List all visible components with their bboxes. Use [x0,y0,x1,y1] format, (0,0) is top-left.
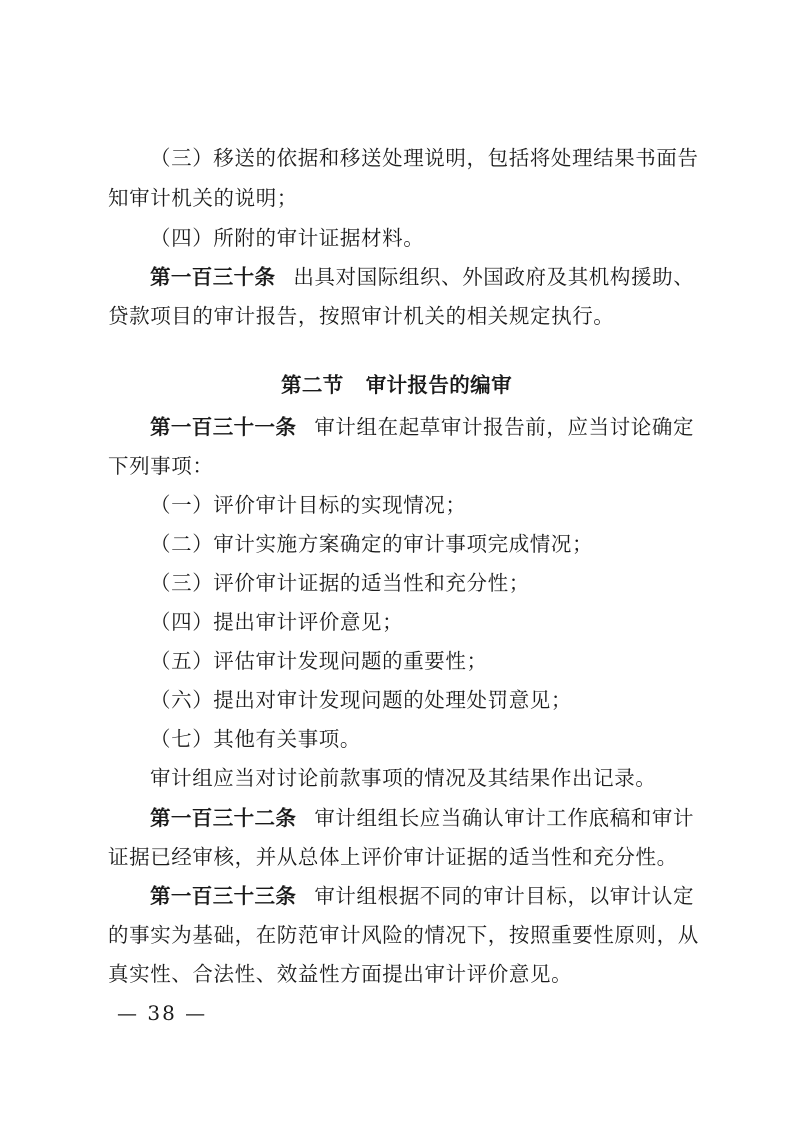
article-133-line2: 的事实为基础，在防范审计风险的情况下，按照重要性原则，从 [108,923,699,947]
list-item: （六）提出对审计发现问题的处理处罚意见； [150,688,572,712]
article-133-line3: 真实性、合法性、效益性方面提出审计评价意见。 [108,962,573,986]
article-130-label: 第一百三十条 [150,265,276,289]
article-132-line2: 证据已经审核，并从总体上评价审计证据的适当性和充分性。 [108,845,678,869]
section-heading: 审计报告的编审 [365,373,512,397]
list-item: （五）评估审计发现问题的重要性； [150,649,488,673]
article-130-line2: 贷款项目的审计报告，按照审计机关的相关规定执行。 [108,304,615,328]
item-three-line1: （三）移送的依据和移送处理说明，包括将处理结果书面告 [150,146,699,170]
list-item: （一）评价审计目标的实现情况； [150,493,467,517]
section-title [0,373,793,397]
article-131-line2: 下列事项： [108,454,214,478]
article-133-text: 审计组根据不同的审计目标，以审计认定 [314,884,695,908]
article-131-line1 [150,415,698,439]
list-item: （四）提出审计评价意见； [150,610,404,634]
article-130-text: 出具对国际组织、外国政府及其机构援助、 [293,265,695,289]
list-item: （三）评价审计证据的适当性和充分性； [150,571,530,595]
item-three-line2: 知审计机关的说明； [108,186,298,210]
article-131-text: 审计组在起草审计报告前，应当讨论确定 [314,415,695,439]
record-note: 审计组应当对讨论前款事项的情况及其结果作出记录。 [150,766,657,790]
page-number: — 38 — [117,1001,208,1025]
item-four: （四）所附的审计证据材料。 [150,226,425,250]
article-130-line1 [150,265,698,289]
article-132-line1 [150,806,698,830]
article-133-label: 第一百三十三条 [150,884,297,908]
article-131-label: 第一百三十一条 [150,415,297,439]
list-item: （七）其他有关事项。 [150,727,361,751]
article-132-text: 审计组组长应当确认审计工作底稿和审计 [314,806,695,830]
section-number: 第二节 [280,373,344,397]
list-item: （二）审计实施方案确定的审计事项完成情况； [150,532,594,556]
article-133-line1 [150,884,698,908]
article-132-label: 第一百三十二条 [150,806,297,830]
